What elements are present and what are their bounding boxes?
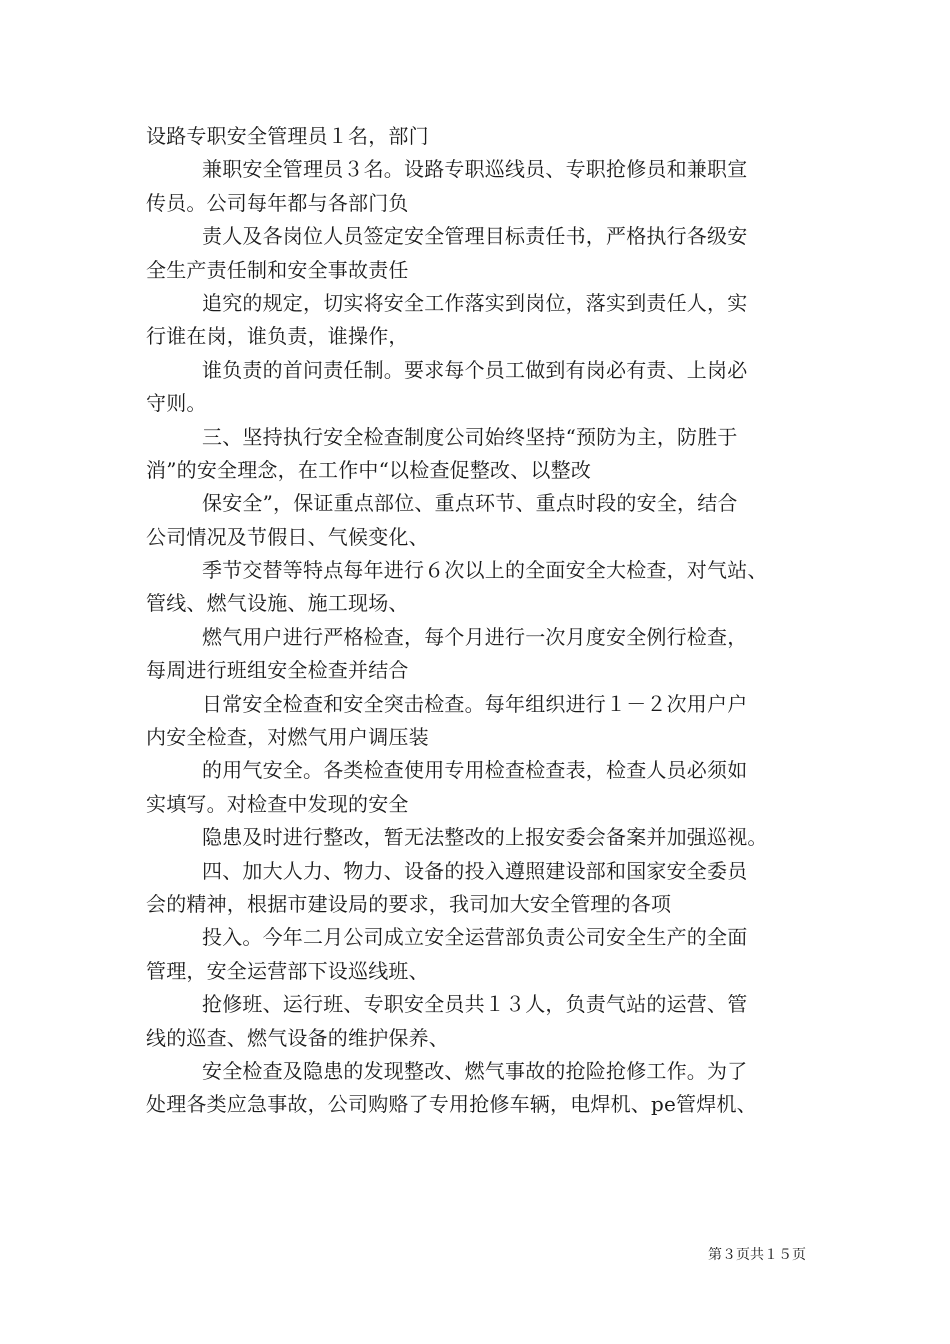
text-line: 消”的安全理念，在工作中“以检查促整改、以整改 <box>146 457 592 482</box>
text-line: 兼职安全管理员３名。设路专职巡线员、专职抢修员和兼职宣 <box>202 157 748 182</box>
text-line: 谁负责的首问责任制。要求每个员工做到有岗必有责、上岗必 <box>202 357 748 382</box>
text-line: 行谁在岗，谁负责，谁操作， <box>146 324 409 349</box>
text-line: 燃气用户进行严格检查，每个月进行一次月度安全例行检查， <box>202 624 748 649</box>
text-line: 四、加大人力、物力、设备的投入遵照建设部和国家安全委员 <box>202 858 748 883</box>
text-line: 追究的规定，切实将安全工作落实到岗位，落实到责任人，实 <box>202 290 748 315</box>
text-line: 会的精神，根据市建设局的要求，我司加大安全管理的各项 <box>146 891 672 916</box>
text-line: 季节交替等特点每年进行６次以上的全面安全大检查，对气站、 <box>202 558 768 583</box>
text-line: 隐患及时进行整改，暂无法整改的上报安委会备案并加强巡视。 <box>202 825 768 850</box>
text-line: 全生产责任制和安全事故责任 <box>146 257 409 282</box>
text-line: 责人及各岗位人员签定安全管理目标责任书，严格执行各级安 <box>202 224 748 249</box>
text-line: 管理，安全运营部下设巡线班、 <box>146 958 429 983</box>
text-line: 管线、燃气设施、施工现场、 <box>146 591 409 616</box>
text-line: 实填写。对检查中发现的安全 <box>146 791 409 816</box>
body-text <box>146 120 826 1122</box>
text-line: 处理各类应急事故，公司购赂了专用抢修车辆，电焊机、pe管焊机、 <box>146 1092 757 1117</box>
text-line: 日常安全检查和安全突击检查。每年组织进行１－２次用户户 <box>202 691 748 716</box>
text-line: 内安全检查，对燃气用户调压装 <box>146 725 429 750</box>
text-line: 安全检查及隐患的发现整改、燃气事故的抢险抢修工作。为了 <box>202 1058 748 1083</box>
text-line: 设路专职安全管理员１名，部门 <box>146 124 429 148</box>
text-line: 投入。今年二月公司成立安全运营部负责公司安全生产的全面 <box>202 925 748 950</box>
text-line: 守则。 <box>146 391 207 416</box>
text-line: 每周进行班组安全检查并结合 <box>146 658 409 683</box>
text-line: 抢修班、运行班、专职安全员共１３人，负责气站的运营、管 <box>202 992 748 1017</box>
text-line: 三、坚持执行安全检查制度公司始终坚持“预防为主，防胜于 <box>202 424 738 449</box>
text-line: 传员。公司每年都与各部门负 <box>146 190 409 215</box>
text-line: 的用气安全。各类检查使用专用检查检查表，检查人员必须如 <box>202 758 748 783</box>
text-line: 公司情况及节假日、气候变化、 <box>146 524 429 549</box>
text-line: 保安全”，保证重点部位、重点环节、重点时段的安全，结合 <box>202 491 738 516</box>
text-line: 线的巡查、燃气设备的维护保养、 <box>146 1025 449 1050</box>
page-number-footer: 第３页共１５页 <box>708 1247 806 1263</box>
